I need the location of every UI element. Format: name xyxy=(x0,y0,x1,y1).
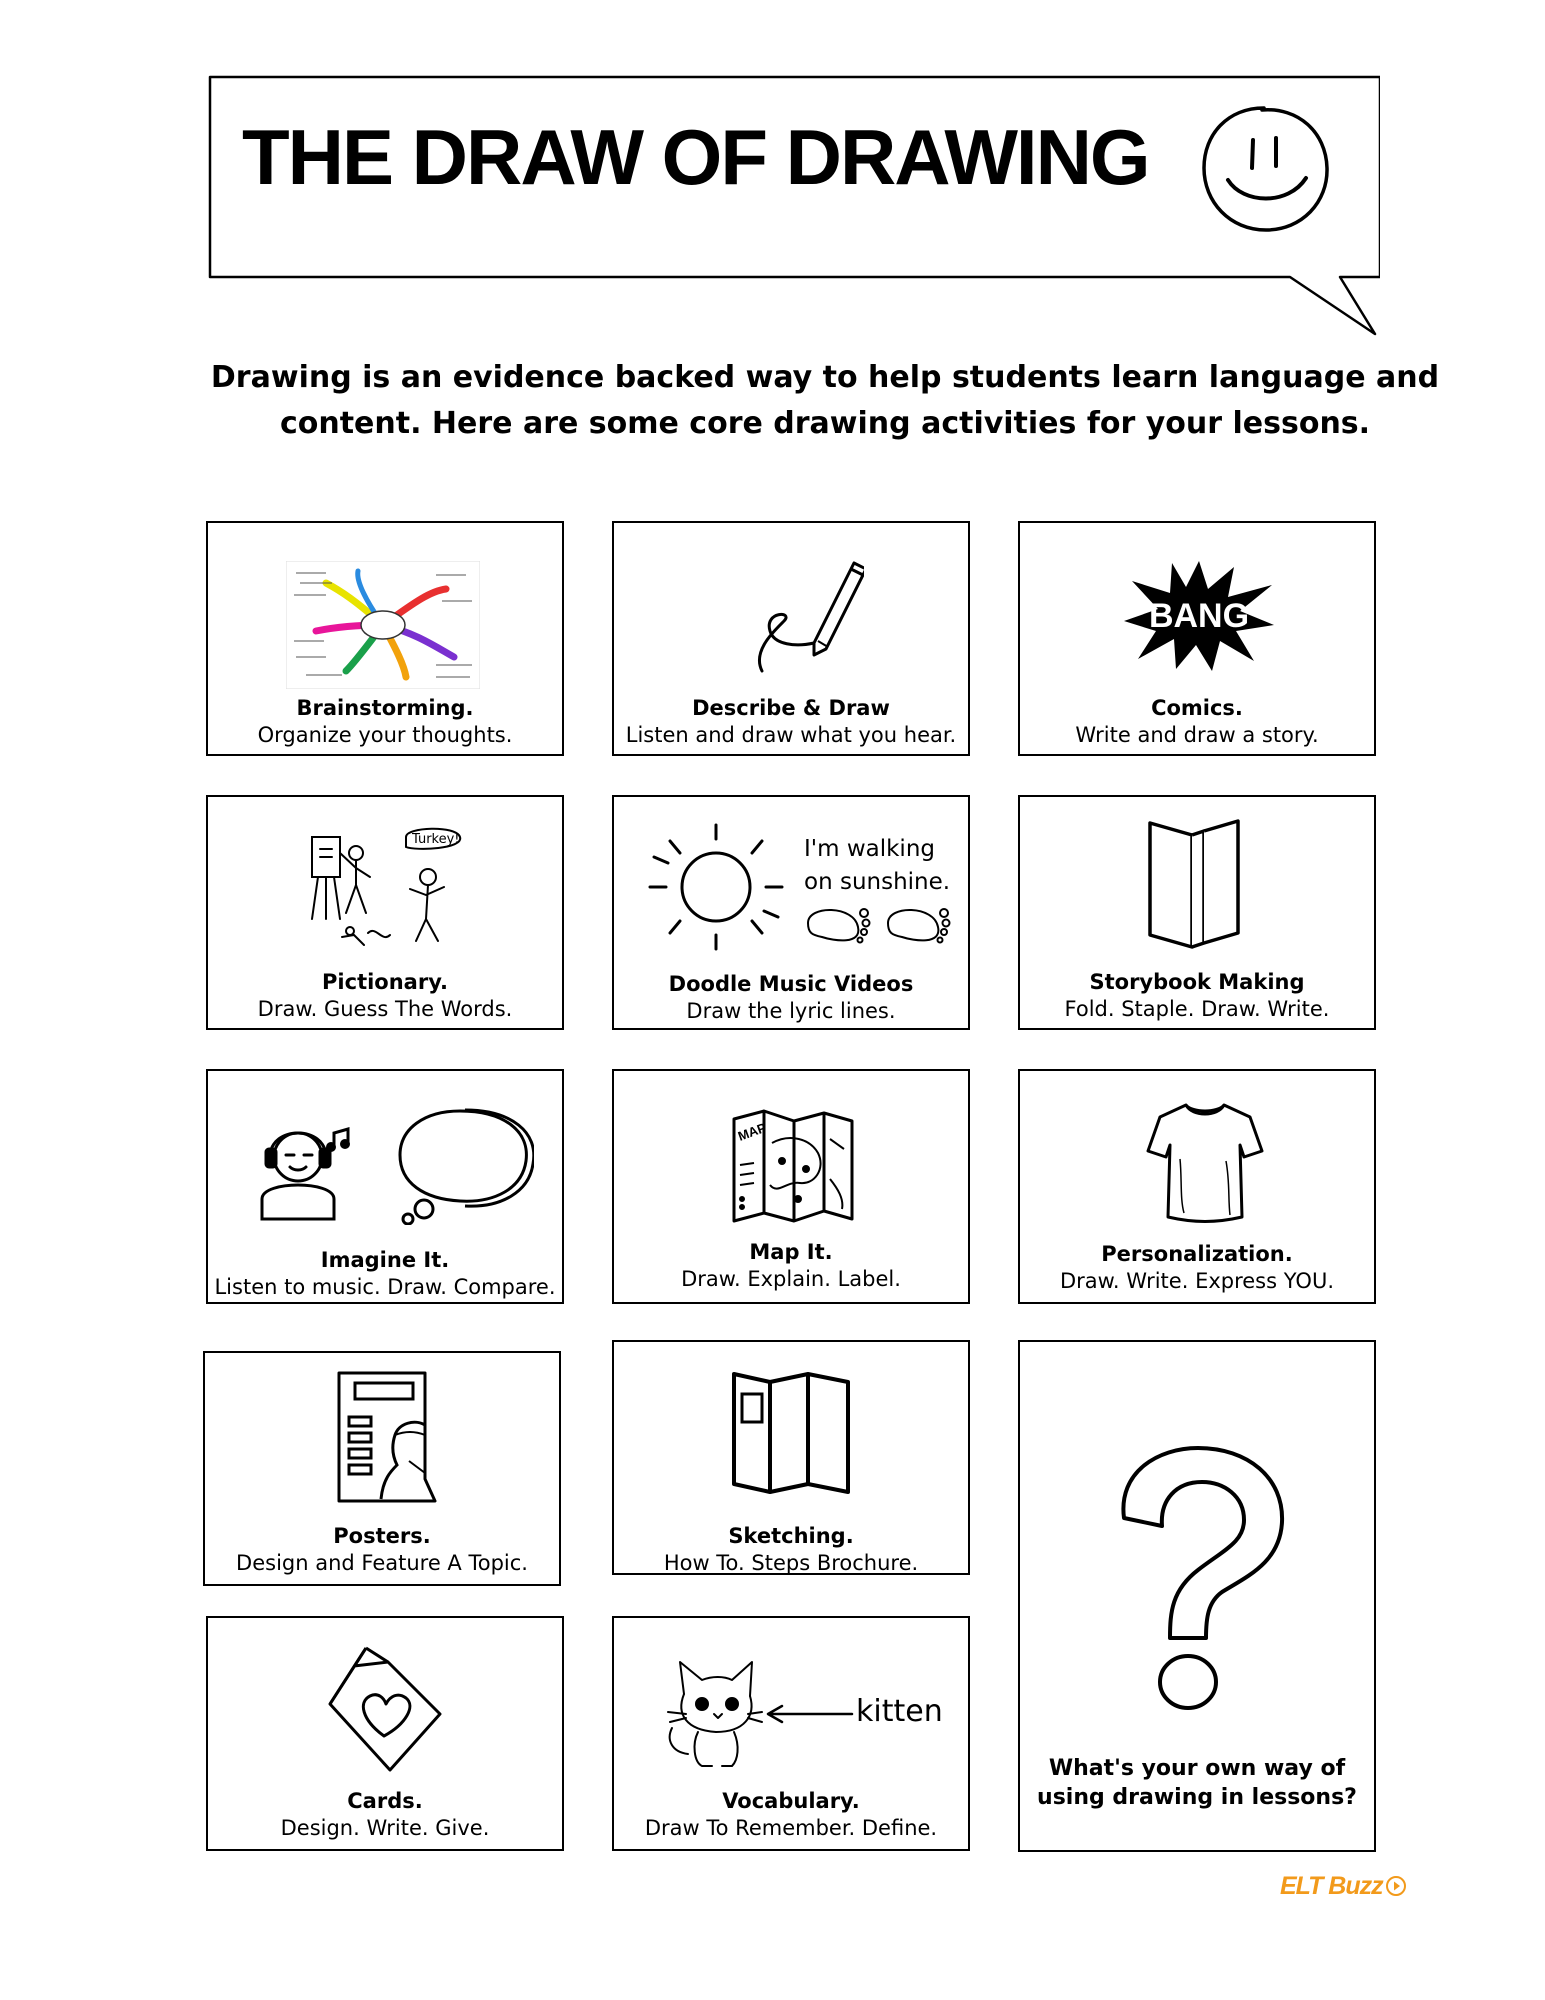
card-comics xyxy=(1018,521,1376,756)
heart-card-icon xyxy=(326,1644,452,1774)
mind-map-image xyxy=(286,561,480,689)
pictionary-title: Pictionary. xyxy=(322,970,448,994)
doodle-music-desc: Draw the lyric lines. xyxy=(686,999,896,1023)
map-desc: Draw. Explain. Label. xyxy=(681,1267,901,1291)
personalization-title: Personalization. xyxy=(1101,1242,1293,1266)
thought-bubble-icon xyxy=(394,1105,534,1225)
arrow-left-icon xyxy=(764,1702,854,1726)
personalization-desc: Draw. Write. Express YOU. xyxy=(1060,1269,1334,1293)
comics-title: Comics. xyxy=(1151,696,1243,720)
card-cards xyxy=(206,1616,564,1851)
stick-figures-icon xyxy=(306,823,476,958)
sketching-title: Sketching. xyxy=(728,1524,854,1548)
card-map xyxy=(612,1069,970,1304)
sketching-desc: How To. Steps Brochure. xyxy=(663,1551,919,1575)
question-line-1: What's your own way of xyxy=(1048,1756,1346,1781)
imagine-desc: Listen to music. Draw. Compare. xyxy=(214,1275,556,1299)
vocabulary-word: kitten xyxy=(856,1694,943,1729)
posters-title: Posters. xyxy=(333,1524,431,1548)
intro-line-2: content. Here are some core drawing activities for your lessons. xyxy=(279,406,1371,441)
lyric-line-2: on sunshine. xyxy=(804,869,951,895)
bang-text: BANG xyxy=(1148,597,1250,635)
card-pictionary xyxy=(206,795,564,1030)
play-circle-icon xyxy=(1384,1874,1408,1898)
card-doodle-music xyxy=(612,795,970,1030)
headphones-person-icon xyxy=(258,1115,358,1225)
folded-booklet-icon xyxy=(1144,817,1244,952)
brand-logo: ELT Buzz xyxy=(1280,1872,1383,1900)
folded-map-icon xyxy=(730,1109,856,1227)
posters-desc: Design and Feature A Topic. xyxy=(236,1551,528,1575)
kitten-icon xyxy=(658,1654,768,1774)
map-label: MAP xyxy=(735,1119,769,1144)
brainstorming-title: Brainstorming. xyxy=(296,696,474,720)
pictionary-desc: Draw. Guess The Words. xyxy=(257,997,513,1021)
sun-icon xyxy=(646,821,786,951)
cards-desc: Design. Write. Give. xyxy=(280,1816,490,1840)
intro-line-1: Drawing is an evidence backed way to help students learn language and xyxy=(210,360,1440,395)
card-posters xyxy=(203,1351,561,1586)
map-title: Map It. xyxy=(749,1240,833,1264)
footprints-icon xyxy=(804,905,964,957)
card-storybook xyxy=(1018,795,1376,1030)
tshirt-icon xyxy=(1146,1099,1264,1225)
card-brainstorming xyxy=(206,521,564,756)
storybook-desc: Fold. Staple. Draw. Write. xyxy=(1064,997,1330,1021)
describe-draw-desc: Listen and draw what you hear. xyxy=(625,723,957,747)
card-imagine xyxy=(206,1069,564,1304)
lyric-line-1: I'm walking xyxy=(804,836,936,862)
question-line-2: using drawing in lessons? xyxy=(1037,1785,1357,1810)
question-mark-icon xyxy=(1098,1442,1298,1722)
card-sketching xyxy=(612,1340,970,1575)
imagine-title: Imagine It. xyxy=(320,1248,450,1272)
turkey-bubble-text: Turkey! xyxy=(412,832,460,847)
page-title: THE DRAW OF DRAWING xyxy=(242,113,1149,201)
card-question xyxy=(1018,1340,1376,1852)
card-vocabulary xyxy=(612,1616,970,1851)
comics-desc: Write and draw a story. xyxy=(1075,723,1319,747)
cards-title: Cards. xyxy=(347,1789,423,1813)
doodle-music-title: Doodle Music Videos xyxy=(668,972,914,996)
brainstorming-desc: Organize your thoughts. xyxy=(257,723,513,747)
brochure-icon xyxy=(730,1368,856,1498)
vocabulary-title: Vocabulary. xyxy=(722,1789,860,1813)
card-personalization xyxy=(1018,1069,1376,1304)
describe-draw-title: Describe & Draw xyxy=(692,696,890,720)
card-describe-draw xyxy=(612,521,970,756)
poster-icon xyxy=(335,1369,439,1509)
intro-text xyxy=(210,355,1440,447)
vocabulary-desc: Draw To Remember. Define. xyxy=(644,1816,938,1840)
storybook-title: Storybook Making xyxy=(1089,970,1305,994)
smiley-face-icon xyxy=(1198,102,1333,237)
bang-burst-icon xyxy=(1124,561,1274,671)
pencil-scribble-icon xyxy=(734,551,864,681)
